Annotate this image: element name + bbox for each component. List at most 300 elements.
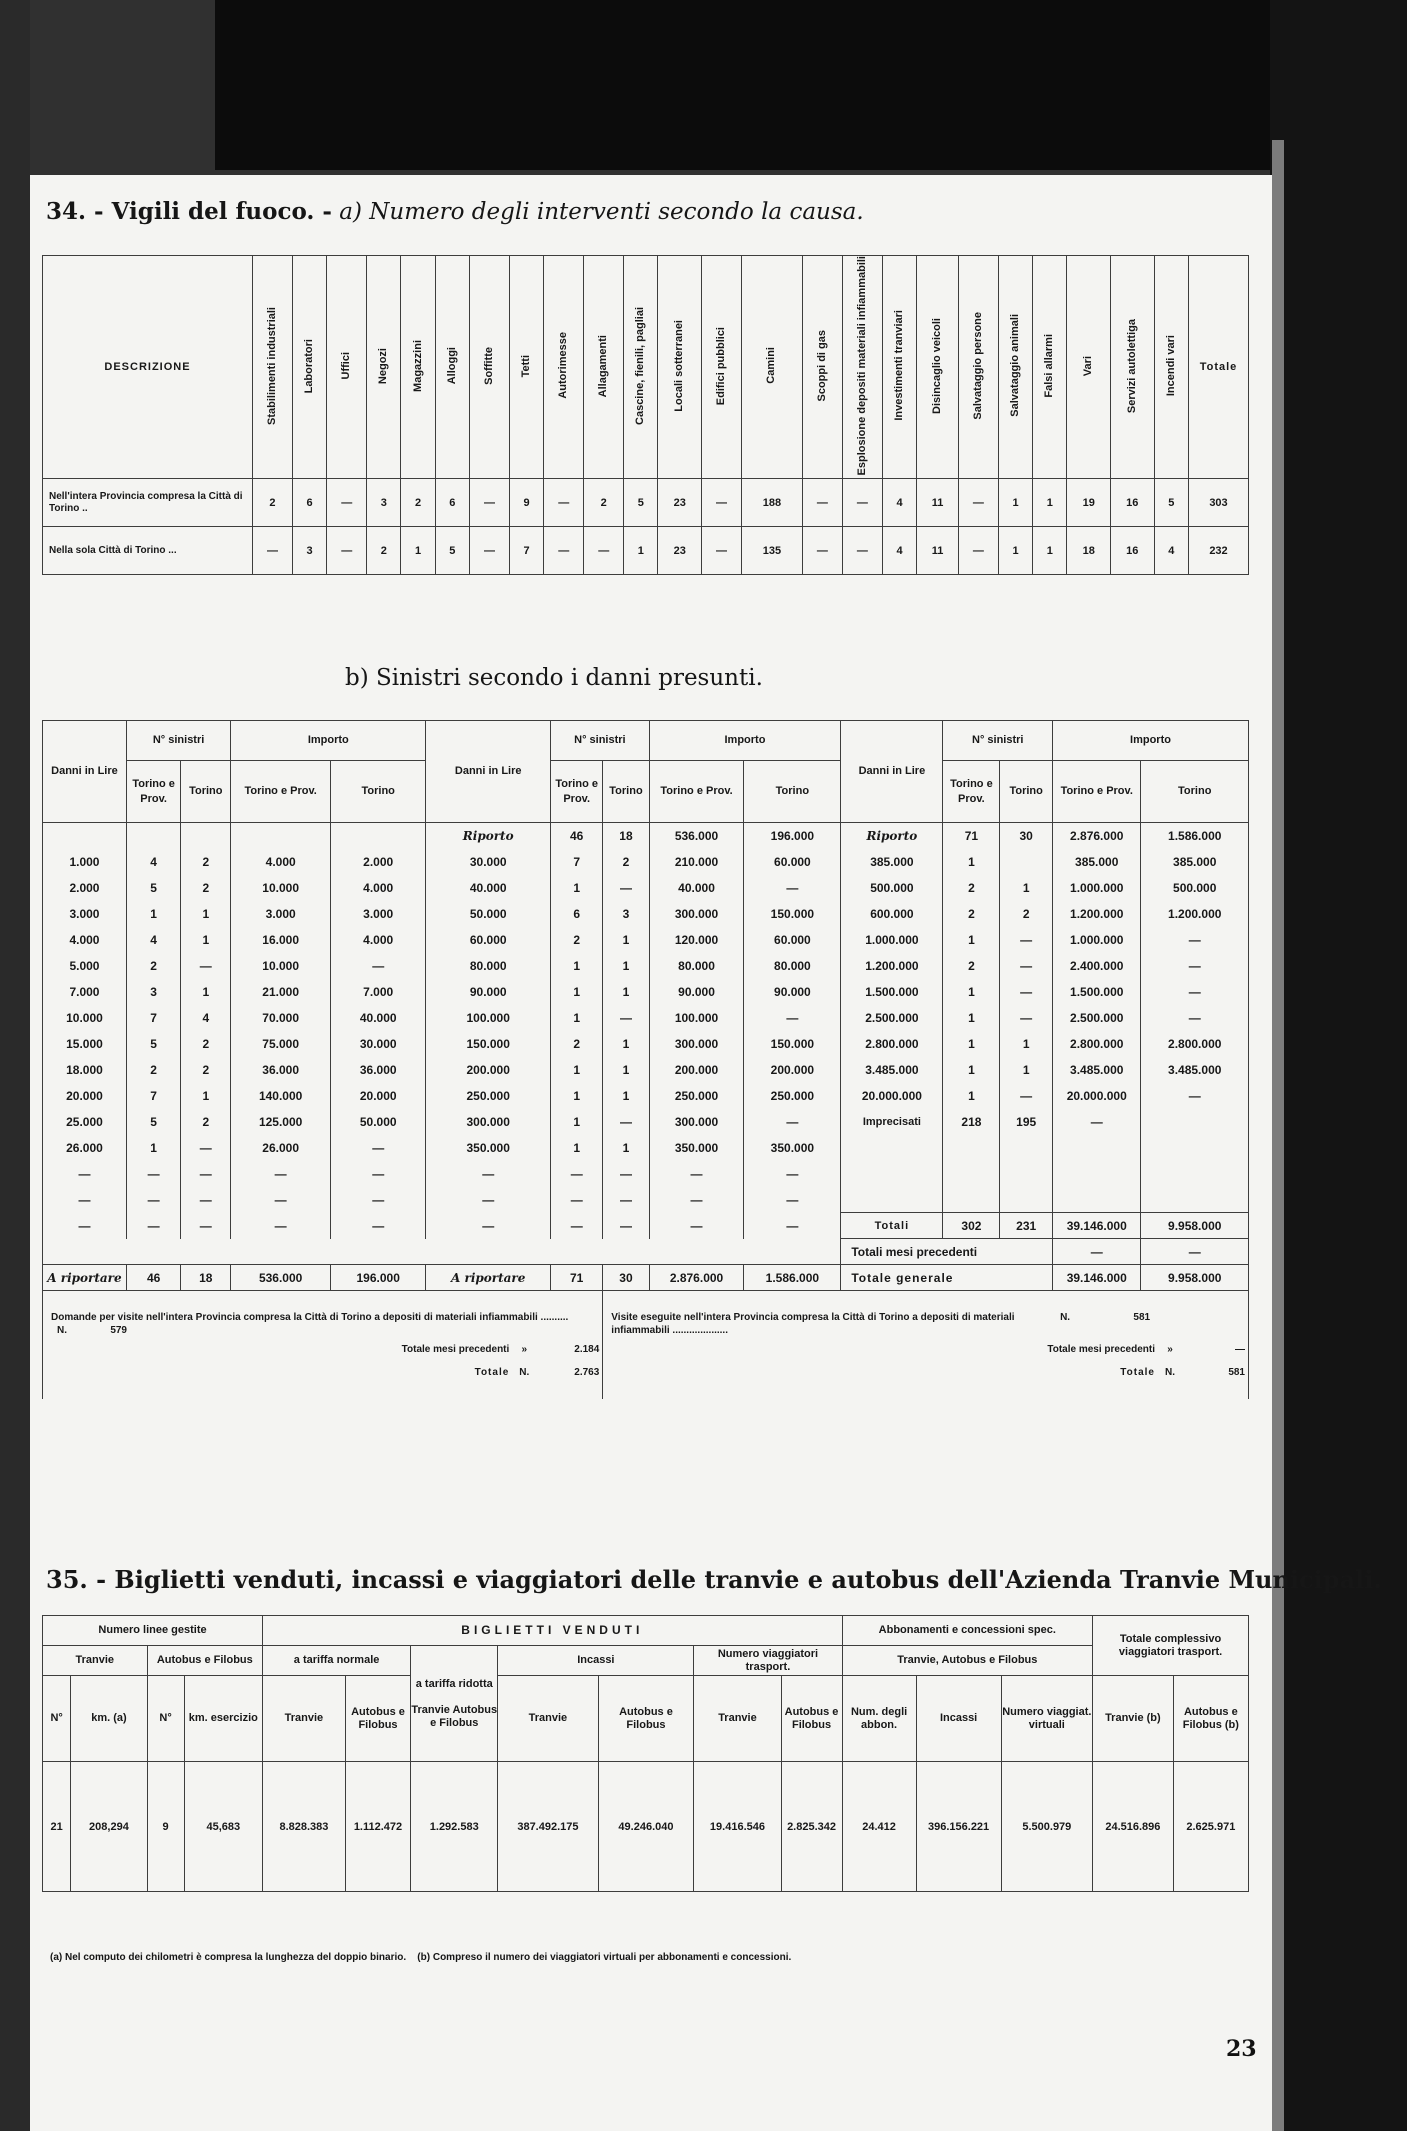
cell-value: —	[701, 479, 741, 527]
table-row	[43, 875, 1249, 901]
col-header-cause-21: Vari	[1067, 256, 1111, 479]
cell-g3	[841, 1135, 943, 1161]
cell-g1: 36.000	[331, 1057, 426, 1083]
riporto-label-2: Riporto	[426, 823, 551, 849]
notes-right-tot-val: 581	[1228, 1366, 1245, 1378]
cell-value: 4	[1154, 527, 1188, 575]
cell-value: 1	[998, 527, 1032, 575]
h-t-5: Torino	[1000, 761, 1053, 823]
cell-g1: —	[231, 1161, 331, 1187]
table-row	[43, 1161, 1249, 1187]
h-linee: Numero linee gestite	[43, 1616, 263, 1646]
cell-value: 11	[917, 527, 959, 575]
h-t-1: Torino	[181, 761, 231, 823]
cell-g2: 1	[603, 1031, 649, 1057]
h-biglietti: BIGLIETTI VENDUTI	[263, 1616, 843, 1646]
cell-g1: 2.000	[43, 875, 127, 901]
h-num-abbon: Num. degli abbon.	[842, 1676, 916, 1762]
section-34-title: 34. - Vigili del fuoco. - a) Numero degli interventi secondo la causa.	[46, 198, 864, 225]
value-cell: 5.500.979	[1001, 1762, 1093, 1892]
cell-g2: 1	[551, 1135, 603, 1161]
cell-g2: 200.000	[426, 1057, 551, 1083]
h-tot-autobus: Autobus e Filobus (b)	[1173, 1676, 1248, 1762]
cell-g1: 50.000	[331, 1109, 426, 1135]
cell-g1: —	[126, 1213, 180, 1239]
h-tp-1: Torino e Prov.	[126, 761, 180, 823]
cell-g2: —	[603, 1005, 649, 1031]
value-cell: 1.112.472	[345, 1762, 410, 1892]
cell-g2: 1	[551, 1109, 603, 1135]
cell-value: 19	[1067, 479, 1111, 527]
h-nsinistri-3: N° sinistri	[943, 721, 1053, 761]
cell-g1: 25.000	[43, 1109, 127, 1135]
cell-g3: —	[1000, 1083, 1053, 1109]
h-inc-tranvie: Tranvie	[498, 1676, 598, 1762]
cell-g1: 18.000	[43, 1057, 127, 1083]
cell-g2: —	[744, 1213, 841, 1239]
a-rip-g1-2: 536.000	[231, 1265, 331, 1291]
h-danni-3: Danni in Lire	[841, 721, 943, 823]
cell-g2: 150.000	[744, 1031, 841, 1057]
cell-g1: 4	[126, 927, 180, 953]
h-inc-abbon: Incassi	[916, 1676, 1001, 1762]
col-header-totale: Totale	[1189, 256, 1249, 479]
cell-g3: Totali	[841, 1213, 943, 1239]
totale-generale-label: Totale generale	[841, 1265, 1053, 1291]
cell-value: 2	[367, 527, 401, 575]
cell-g2: —	[426, 1213, 551, 1239]
cell-g3	[943, 1187, 1000, 1213]
cell-g1: 26.000	[43, 1135, 127, 1161]
cell-g2: 1	[551, 1057, 603, 1083]
value-cell: 45,683	[184, 1762, 262, 1892]
cell-g3	[1141, 1109, 1249, 1135]
cell-g3: 1	[943, 1031, 1000, 1057]
col-header-cause-6: Soffitte	[470, 256, 510, 479]
h-danni-2: Danni in Lire	[426, 721, 551, 823]
col-header-cause-8: Autorimesse	[544, 256, 584, 479]
cell-value: 3	[367, 479, 401, 527]
cell-g1: 10.000	[231, 953, 331, 979]
cell-g3: —	[1000, 979, 1053, 1005]
value-cell: 24.516.896	[1093, 1762, 1174, 1892]
cell-g3	[1000, 849, 1053, 875]
h-tot-tranvie: Tranvie (b)	[1093, 1676, 1174, 1762]
cell-value: —	[842, 527, 882, 575]
cell-g1: 20.000	[43, 1083, 127, 1109]
cell-g1: 21.000	[231, 979, 331, 1005]
cell-value: —	[327, 479, 367, 527]
value-cell: 21	[43, 1762, 71, 1892]
totale-generale-val-0: 39.146.000	[1053, 1265, 1141, 1291]
table-row	[43, 1109, 1249, 1135]
cell-g2: 80.000	[649, 953, 744, 979]
cell-g2: —	[603, 875, 649, 901]
h-tariffa-ridotta: a tariffa ridotta Tranvie Autobus e Filobus	[411, 1646, 498, 1762]
cell-g3: 1	[943, 1083, 1000, 1109]
cell-g3: 385.000	[1141, 849, 1249, 875]
cell-g1: 5.000	[43, 953, 127, 979]
cell-g1: 4	[181, 1005, 231, 1031]
notes-left-tot-sym: N.	[519, 1366, 530, 1378]
cell-g1: 5	[126, 1109, 180, 1135]
col-header-cause-3: Negozi	[367, 256, 401, 479]
cell-g2: 150.000	[744, 901, 841, 927]
cell-g3	[841, 1161, 943, 1187]
col-header-cause-11: Locali sotterranei	[658, 256, 702, 479]
notes-right-prec-label: Totale mesi precedenti	[1047, 1343, 1155, 1355]
cell-g2: 90.000	[744, 979, 841, 1005]
cell-value: —	[701, 527, 741, 575]
cell-value: 1	[624, 527, 658, 575]
cell-g2: —	[744, 875, 841, 901]
riporto-g2-3: 196.000	[744, 823, 841, 849]
cell-g2: 200.000	[649, 1057, 744, 1083]
h-abbonamenti: Abbonamenti e concessioni spec.	[842, 1616, 1093, 1646]
notes-right-n-val: 581	[1133, 1311, 1151, 1323]
cell-g3: 39.146.000	[1053, 1213, 1141, 1239]
cell-g2: 1	[603, 1083, 649, 1109]
cell-g1: 3.000	[43, 901, 127, 927]
cell-g3: 385.000	[841, 849, 943, 875]
cell-g1: —	[126, 1187, 180, 1213]
cell-g3: 2.800.000	[1053, 1031, 1141, 1057]
cell-g1: 7.000	[43, 979, 127, 1005]
cell-g1: 4.000	[331, 875, 426, 901]
cell-g3: 2	[943, 901, 1000, 927]
a-rip-g1-1: 18	[181, 1265, 231, 1291]
cell-g1: 3.000	[331, 901, 426, 927]
cell-g2: 1	[603, 1057, 649, 1083]
cell-g3: 1	[1000, 1031, 1053, 1057]
mesi-prec-label: Totali mesi precedenti	[841, 1239, 1053, 1265]
cell-g2: 6	[551, 901, 603, 927]
notes-left-prec-sym: »	[521, 1343, 528, 1355]
cell-g2: —	[603, 1109, 649, 1135]
cell-value: 18	[1067, 527, 1111, 575]
cell-g3: 2	[1000, 901, 1053, 927]
cell-g2: —	[603, 1161, 649, 1187]
cell-g3: 1.000.000	[1053, 927, 1141, 953]
h-abbon-sub: Tranvie, Autobus e Filobus	[842, 1646, 1093, 1676]
cell-g1: 3.000	[231, 901, 331, 927]
cell-g3: —	[1141, 953, 1249, 979]
cell-g3	[1000, 1187, 1053, 1213]
cell-g1: 75.000	[231, 1031, 331, 1057]
notes-left-line1: Domande per visite nell'intera Provincia compresa la Città di Torino a depositi di materiali infiammabili ..........	[51, 1311, 569, 1323]
cell-g1: 10.000	[43, 1005, 127, 1031]
cell-g1: 4.000	[43, 927, 127, 953]
notes-right-n-label: N.	[1060, 1311, 1071, 1323]
cell-g2: 60.000	[744, 927, 841, 953]
cell-g3: 1	[943, 1057, 1000, 1083]
notes-left	[43, 1291, 603, 1399]
a-rip-g2-2: 2.876.000	[649, 1265, 744, 1291]
cell-value: 5	[1154, 479, 1188, 527]
h-importo-3: Importo	[1053, 721, 1249, 761]
h-via-tranvie: Tranvie	[694, 1676, 781, 1762]
totale-generale-val-1: 9.958.000	[1141, 1265, 1249, 1291]
cell-value: —	[842, 479, 882, 527]
cell-value: 23	[658, 527, 702, 575]
notes-right-prec-sym: »	[1167, 1343, 1173, 1355]
col-header-cause-19: Salvataggio animali	[998, 256, 1032, 479]
cell-g1: —	[181, 1135, 231, 1161]
col-header-cause-9: Allagamenti	[584, 256, 624, 479]
cell-g3: 385.000	[1053, 849, 1141, 875]
riporto-g3-2: 2.876.000	[1053, 823, 1141, 849]
cell-value: 2	[253, 479, 293, 527]
cell-g2: 200.000	[744, 1057, 841, 1083]
cell-g2: 1	[551, 1083, 603, 1109]
col-header-cause-0: Stabilimenti industriali	[253, 256, 293, 479]
col-header-cause-20: Falsi allarmi	[1033, 256, 1067, 479]
h-tp-3: Torino e Prov.	[551, 761, 603, 823]
cell-g3: 3.485.000	[841, 1057, 943, 1083]
h-via-autobus: Autobus e Filobus	[781, 1676, 842, 1762]
cell-g3	[943, 1161, 1000, 1187]
cell-g2: 30.000	[426, 849, 551, 875]
cell-g3: —	[1141, 1083, 1249, 1109]
cell-g2: 1	[551, 1005, 603, 1031]
cell-g1: 1	[181, 1083, 231, 1109]
cell-value: 2	[584, 479, 624, 527]
cell-g3: 1	[1000, 1057, 1053, 1083]
cell-value: 1	[401, 527, 435, 575]
notes-right	[603, 1291, 1249, 1399]
h-km-esercizio: km. esercizio	[184, 1676, 262, 1762]
cell-g2: 1	[603, 979, 649, 1005]
h-nsinistri-2: N° sinistri	[551, 721, 650, 761]
cell-g2: 210.000	[649, 849, 744, 875]
cell-value: 7	[509, 527, 543, 575]
cell-g2: 2	[603, 849, 649, 875]
cell-g3: 1	[943, 849, 1000, 875]
cell-value: —	[470, 527, 510, 575]
cell-g3	[1053, 1135, 1141, 1161]
table-row	[43, 479, 1249, 527]
cell-g3: Imprecisati	[841, 1109, 943, 1135]
cell-g2: 120.000	[649, 927, 744, 953]
scanner-shadow-right	[1270, 0, 1407, 2131]
cell-value: —	[584, 527, 624, 575]
value-cell: 8.828.383	[263, 1762, 346, 1892]
cell-g3: 302	[943, 1213, 1000, 1239]
notes-right-prec-val: —	[1235, 1343, 1245, 1355]
value-cell: 2.625.971	[1173, 1762, 1248, 1892]
col-header-cause-17: Disincaglio veicoli	[917, 256, 959, 479]
cell-value: —	[802, 479, 842, 527]
cell-g3: 2.800.000	[841, 1031, 943, 1057]
cell-g2: 60.000	[744, 849, 841, 875]
h-inc-autobus: Autobus e Filobus	[598, 1676, 694, 1762]
cell-value: —	[544, 527, 584, 575]
table-row	[43, 1213, 1249, 1239]
value-cell: 387.492.175	[498, 1762, 598, 1892]
cell-value: —	[958, 527, 998, 575]
h-n-tranvie: N°	[43, 1676, 71, 1762]
tickets-table	[42, 1615, 1249, 1892]
section-35-title: 35. - Biglietti venduti, incassi e viaggiatori delle tranvie e autobus dell'Azienda Tranvie Municipali.	[46, 1565, 1382, 1594]
cell-value: 16	[1110, 527, 1154, 575]
cell-g2: —	[603, 1187, 649, 1213]
cell-value: 4	[882, 527, 916, 575]
cell-g3: 2.400.000	[1053, 953, 1141, 979]
cell-g2: 7	[551, 849, 603, 875]
riporto-g3-1: 30	[1000, 823, 1053, 849]
cell-g2: 2	[551, 927, 603, 953]
h-importo-1: Importo	[231, 721, 426, 761]
cell-g1: 15.000	[43, 1031, 127, 1057]
cell-g3	[943, 1135, 1000, 1161]
cell-g1: —	[331, 1187, 426, 1213]
cell-g3: —	[1000, 953, 1053, 979]
a-rip-g1-3: 196.000	[331, 1265, 426, 1291]
cell-value: —	[327, 527, 367, 575]
h-tranvie-linee: Tranvie	[43, 1646, 148, 1676]
cell-g2: 150.000	[426, 1031, 551, 1057]
value-cell: 1.292.583	[411, 1762, 498, 1892]
cell-g2: —	[551, 1161, 603, 1187]
cell-g1: 26.000	[231, 1135, 331, 1161]
cell-g2: 350.000	[426, 1135, 551, 1161]
h-importo-2: Importo	[649, 721, 841, 761]
h-t-3: Torino	[603, 761, 649, 823]
a-rip-g1-0: 46	[126, 1265, 180, 1291]
cell-g2: —	[551, 1187, 603, 1213]
table-row	[43, 1005, 1249, 1031]
cell-g2: 1	[551, 979, 603, 1005]
footnotes	[50, 1952, 791, 1963]
col-header-cause-14: Scoppi di gas	[802, 256, 842, 479]
cell-g1: 40.000	[331, 1005, 426, 1031]
cell-g3: 2	[943, 875, 1000, 901]
cell-g2: 80.000	[744, 953, 841, 979]
page-number: 23	[1226, 2036, 1257, 2062]
riporto-g2-0: 46	[551, 823, 603, 849]
cell-g3: —	[1000, 927, 1053, 953]
cell-g2: 1	[551, 875, 603, 901]
h-tp-6: Torino e Prov.	[1053, 761, 1141, 823]
col-header-cause-13: Camini	[741, 256, 802, 479]
cell-value: 5	[624, 479, 658, 527]
cell-g2: 300.000	[649, 1031, 744, 1057]
col-header-cause-22: Servizi autolettiga	[1110, 256, 1154, 479]
cell-g2: 1	[551, 953, 603, 979]
cell-g2: 40.000	[649, 875, 744, 901]
cell-g3	[1141, 1135, 1249, 1161]
cell-g1: 7.000	[331, 979, 426, 1005]
cell-g2: 1	[603, 1135, 649, 1161]
notes-left-n-val: 579	[110, 1324, 127, 1336]
cell-value: 16	[1110, 479, 1154, 527]
cell-g3	[1053, 1187, 1141, 1213]
cell-g3: 20.000.000	[841, 1083, 943, 1109]
cell-g1: —	[331, 1161, 426, 1187]
cell-g3: 1.200.000	[1053, 901, 1141, 927]
cell-g2: —	[551, 1213, 603, 1239]
cell-g3: 1.000.000	[1053, 875, 1141, 901]
damages-table	[42, 720, 1249, 1399]
cell-g2: 50.000	[426, 901, 551, 927]
cell-g2: —	[744, 1161, 841, 1187]
cell-g3: 195	[1000, 1109, 1053, 1135]
cell-g1: —	[331, 1213, 426, 1239]
cell-g2: —	[426, 1187, 551, 1213]
cell-g2: 250.000	[744, 1083, 841, 1109]
col-header-cause-16: Investimenti tranviari	[882, 256, 916, 479]
mesi-prec-val-1: —	[1141, 1239, 1249, 1265]
cell-g2: —	[744, 1187, 841, 1213]
paper-edge	[1272, 140, 1284, 2131]
cell-g1: —	[43, 1161, 127, 1187]
h-km-tranvie: km. (a)	[71, 1676, 147, 1762]
table-row	[43, 1031, 1249, 1057]
cell-value: —	[470, 479, 510, 527]
a-rip-g2-1: 30	[603, 1265, 649, 1291]
cell-g2: 40.000	[426, 875, 551, 901]
cell-g3: 1.500.000	[1053, 979, 1141, 1005]
cell-g1: 2	[181, 875, 231, 901]
cell-g2: 60.000	[426, 927, 551, 953]
cell-value: 1	[1033, 479, 1067, 527]
value-cell: 24.412	[842, 1762, 916, 1892]
cell-g2: 2	[551, 1031, 603, 1057]
interventions-table	[42, 255, 1249, 575]
h-norm-autobus: Autobus e Filobus	[345, 1676, 410, 1762]
table-row	[43, 927, 1249, 953]
cell-value: 6	[435, 479, 469, 527]
cell-g1: 2	[181, 1031, 231, 1057]
cell-g1: —	[126, 1161, 180, 1187]
cell-value: 9	[509, 479, 543, 527]
cell-g3: 20.000.000	[1053, 1083, 1141, 1109]
cell-g3: 2.500.000	[1053, 1005, 1141, 1031]
notes-right-line1: Visite eseguite nell'intera Provincia compresa la Città di Torino a depositi di materiali infiammabili ....................	[611, 1311, 1015, 1336]
value-cell: 208,294	[71, 1762, 147, 1892]
row-description: Nell'intera Provincia compresa la Città di Torino ..	[43, 479, 253, 527]
cell-g1: 5	[126, 1031, 180, 1057]
cell-g1: 2	[181, 1057, 231, 1083]
cell-g3: 2.800.000	[1141, 1031, 1249, 1057]
cell-g1: 2.000	[331, 849, 426, 875]
cell-g2: 300.000	[426, 1109, 551, 1135]
cell-g1: 4.000	[331, 927, 426, 953]
cell-g2: —	[649, 1161, 744, 1187]
cell-g1: 70.000	[231, 1005, 331, 1031]
cell-g1: —	[331, 1135, 426, 1161]
cell-g3	[841, 1187, 943, 1213]
cell-g3: 1.500.000	[841, 979, 943, 1005]
cell-g1: 5	[126, 875, 180, 901]
cell-g3: 231	[1000, 1213, 1053, 1239]
cell-g1: —	[231, 1187, 331, 1213]
h-nsinistri-1: N° sinistri	[126, 721, 230, 761]
cell-g3: 500.000	[1141, 875, 1249, 901]
cell-g1: 4.000	[231, 849, 331, 875]
col-header-cause-18: Salvataggio persone	[958, 256, 998, 479]
cell-g2: 250.000	[649, 1083, 744, 1109]
cell-value: 5	[435, 527, 469, 575]
riporto-g3-3: 1.586.000	[1141, 823, 1249, 849]
cell-g3: 1	[943, 927, 1000, 953]
cell-g2: 1	[603, 953, 649, 979]
h-tp-5: Torino e Prov.	[943, 761, 1000, 823]
cell-g1: 7	[126, 1083, 180, 1109]
col-header-cause-15: Esplosione depositi materiali infiammabili	[842, 256, 882, 479]
h-t-4: Torino	[744, 761, 841, 823]
cell-g3: 9.958.000	[1141, 1213, 1249, 1239]
